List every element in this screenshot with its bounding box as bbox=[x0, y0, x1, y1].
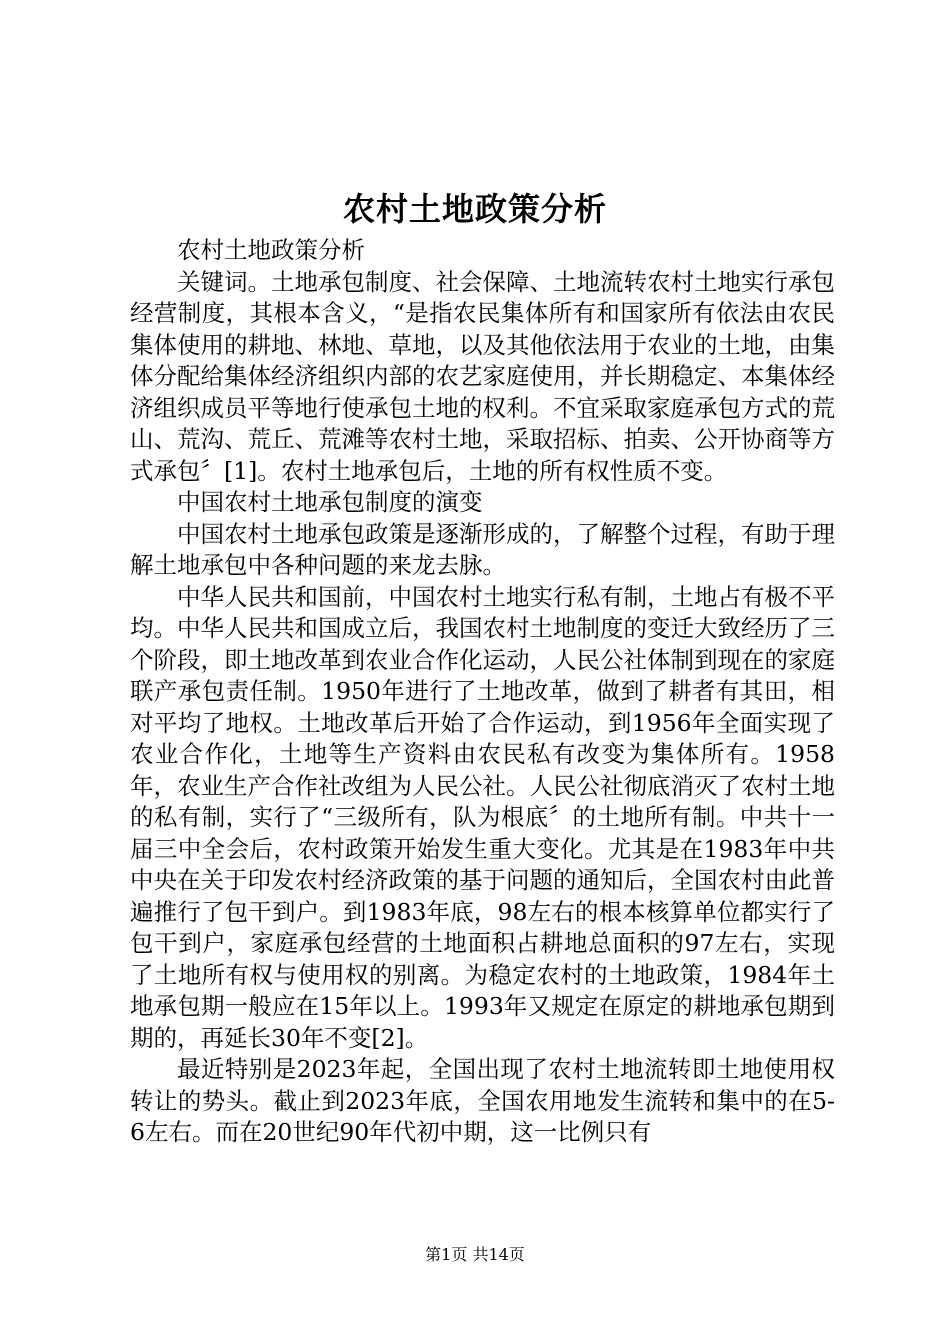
paragraph: 中国农村土地承包政策是逐渐形成的，了解整个过程，有助于理解土地承包中各种问题的来龙去脉。 bbox=[130, 519, 835, 579]
paragraph: 农村土地政策分析 bbox=[177, 236, 365, 264]
page-footer: 第1页 共14页 bbox=[425, 1245, 525, 1264]
document-body bbox=[130, 235, 835, 1149]
paragraph: 中国农村土地承包制度的演变 bbox=[177, 488, 483, 516]
paragraph: 最近特别是2023年起，全国出现了农村土地流转即土地使用权转让的势头。截止到2023年底，全国农用地发生流转和集中的在5-6左右。而在20世纪90年代初中期，这一比例只有 bbox=[130, 1055, 835, 1146]
paragraph: 中华人民共和国前，中国农村土地实行私有制，土地占有极不平均。中华人民共和国成立后，我国农村土地制度的变迁大致经历了三个阶段，即土地改革到农业合作化运动，人民公社体制到现在的家庭联产承包责任制。1950年进行了土地改革，做到了耕者有其田，相对平均了地权。土地改革后开始了合作运动，到1956年全面实现了农业合作化，土地等生产资料由农民私有改变为集体所有。1958年，农业生产合作社改组为人民公社。人民公社彻底消灭了农村土地的私有制，实行了“三级所有，队为根底〞的土地所有制。中共十一届三中全会后，农村政策开始发生重大变化。尤其是在1983年中共中央在关于印发农村经济政策的基于问题的通知后，全国农村由此普遍推行了包干到户。到1983年底，98左右的根本核算单位都实行了包干到户，家庭承包经营的土地面积占耕地总面积的97左右，实现了土地所有权与使用权的别离。为稳定农村的土地政策，1984年土地承包期一般应在15年以上。1993年又规定在原定的耕地承包期到期的，再延长30年不变[2]。 bbox=[130, 582, 835, 1052]
paragraph: 关键词。土地承包制度、社会保障、土地流转农村土地实行承包经营制度，其根本含义，“是指农民集体所有和国家所有依法由农民集体使用的耕地、林地、草地，以及其他依法用于农业的土地，由集体分配给集体经济组织内部的农艺家庭使用，并长期稳定、本集体经济组织成员平等地行使承包土地的权利。不宜采取家庭承包方式的荒山、荒沟、荒丘、荒滩等农村土地，采取招标、拍卖、公开协商等方式承包〞[1]。农村土地承包后，土地的所有权性质不变。 bbox=[130, 267, 835, 485]
document-title: 农村土地政策分析 bbox=[342, 190, 607, 228]
